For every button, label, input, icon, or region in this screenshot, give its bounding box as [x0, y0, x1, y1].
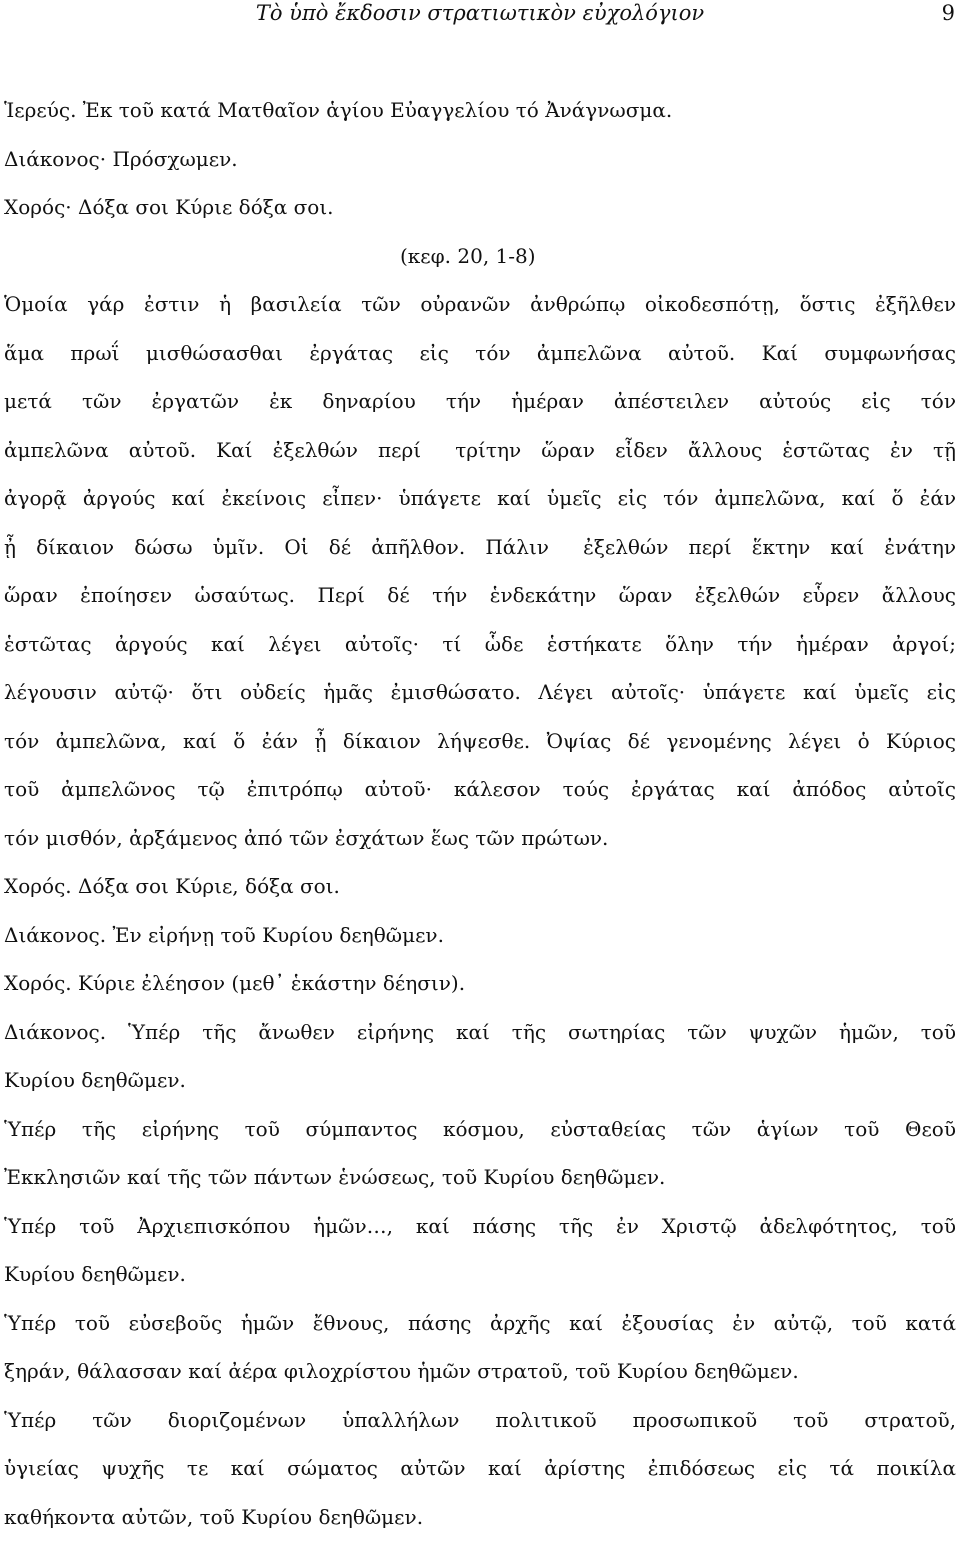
running-title: Τὸ ὑπὸ ἔκδοσιν στρατιωτικὸν εὐχολόγιον [0, 0, 960, 26]
chapter-reference: (κεφ. 20, 1-8) [4, 232, 956, 281]
text-line: Ἐκκλησιῶν καί τῆς τῶν πάντων ἑνώσεως, τοῦ Κυρίου δεηθῶμεν. [4, 1153, 956, 1202]
text-segment: ἀμπελῶνα αὐτοῦ. Καί ἐξελθών περί [4, 438, 421, 462]
text-line: Ὑπέρ τοῦ εὐσεβοῦς ἡμῶν ἔθνους, πάσης ἀρχῆς καί ἐξουσίας ἐν αὐτῷ, τοῦ κατά [4, 1299, 956, 1348]
text-line: λέγουσιν αὐτῷ· ὅτι οὐδείς ἡμᾶς ἐμισθώσατο. Λέγει αὐτοῖς· ὑπάγετε καί ὑμεῖς εἰς [4, 668, 956, 717]
text-line: Χορός. Κύριε ἐλέησον (μεθ᾽ ἑκάστην δέησιν). [4, 959, 956, 1008]
text-segment: τρίτην ὥραν εἶδεν ἄλλους ἑστῶτας ἐν τῇ [455, 438, 956, 462]
text-line: μετά τῶν ἐργατῶν ἐκ δηναρίου τήν ἡμέραν ἀπέστειλεν αὐτούς εἰς τόν [4, 377, 956, 426]
text-line: τοῦ ἀμπελῶνος τῷ ἐπιτρόπῳ αὐτοῦ· κάλεσον τούς ἐργάτας καί ἀπόδος αὐτοῖς [4, 765, 956, 814]
page-number: 9 [942, 0, 955, 26]
document-body [4, 86, 956, 1541]
text-line: Διάκονος. Ἐν εἰρήνῃ τοῦ Κυρίου δεηθῶμεν. [4, 911, 956, 960]
text-line: Ὁμοία γάρ ἐστιν ἡ βασιλεία τῶν οὐρανῶν ἀνθρώπῳ οἰκοδεσπότῃ, ὅστις ἐξῆλθεν [4, 280, 956, 329]
text-line [4, 426, 956, 475]
text-line [4, 523, 956, 572]
text-line: ὥραν ἐποίησεν ὡσαύτως. Περί δέ τήν ἑνδεκάτην ὥραν ἐξελθών εὗρεν ἄλλους [4, 571, 956, 620]
text-segment: ἐξελθών περί ἕκτην καί ἐνάτην [583, 535, 956, 559]
text-segment: ᾖ δίκαιον δώσω ὑμῖν. Οἱ δέ ἀπῆλθον. Πάλιν [4, 535, 549, 559]
text-line: ἅμα πρωΐ μισθώσασθαι ἐργάτας εἰς τόν ἀμπελῶνα αὐτοῦ. Καί συμφωνήσας [4, 329, 956, 378]
text-line: ξηράν, θάλασσαν καί ἀέρα φιλοχρίστου ἡμῶν στρατοῦ, τοῦ Κυρίου δεηθῶμεν. [4, 1347, 956, 1396]
running-header [0, 0, 960, 34]
text-line: Διάκονος· Πρόσχωμεν. [4, 135, 956, 184]
text-line: Ὑπέρ τῶν διοριζομένων ὑπαλλήλων πολιτικοῦ προσωπικοῦ τοῦ στρατοῦ, [4, 1396, 956, 1445]
text-line: Κυρίου δεηθῶμεν. [4, 1250, 956, 1299]
text-line: Χορός· Δόξα σοι Κύριε δόξα σοι. [4, 183, 956, 232]
text-line: καθήκοντα αὐτῶν, τοῦ Κυρίου δεηθῶμεν. [4, 1493, 956, 1541]
text-line: Χορός. Δόξα σοι Κύριε, δόξα σοι. [4, 862, 956, 911]
text-line: τόν ἀμπελῶνα, καί ὅ ἐάν ᾖ δίκαιον λήψεσθε. Ὀψίας δέ γενομένης λέγει ὁ Κύριος [4, 717, 956, 766]
text-line: Ἱερεύς. Ἐκ τοῦ κατά Ματθαῖον ἁγίου Εὐαγγελίου τό Ἀνάγνωσμα. [4, 86, 956, 135]
text-line: Ὑπέρ τοῦ Ἀρχιεπισκόπου ἡμῶν…, καί πάσης τῆς ἐν Χριστῷ ἀδελφότητος, τοῦ [4, 1202, 956, 1251]
text-line: ἀγορᾷ ἀργούς καί ἐκείνοις εἶπεν· ὑπάγετε καί ὑμεῖς εἰς τόν ἀμπελῶνα, καί ὅ ἐάν [4, 474, 956, 523]
text-line: ὑγιείας ψυχῆς τε καί σώματος αὐτῶν καί ἀρίστης ἐπιδόσεως εἰς τά ποικίλα [4, 1444, 956, 1493]
text-line: Διάκονος. Ὑπέρ τῆς ἄνωθεν εἰρήνης καί τῆς σωτηρίας τῶν ψυχῶν ἡμῶν, τοῦ [4, 1008, 956, 1057]
text-line: τόν μισθόν, ἀρξάμενος ἀπό τῶν ἐσχάτων ἕως τῶν πρώτων. [4, 814, 956, 863]
text-line: ἑστῶτας ἀργούς καί λέγει αὐτοῖς· τί ὧδε ἑστήκατε ὅλην τήν ἡμέραν ἀργοί; [4, 620, 956, 669]
text-line: Ὑπέρ τῆς εἰρήνης τοῦ σύμπαντος κόσμου, εὐσταθείας τῶν ἁγίων τοῦ Θεοῦ [4, 1105, 956, 1154]
text-line: Κυρίου δεηθῶμεν. [4, 1056, 956, 1105]
